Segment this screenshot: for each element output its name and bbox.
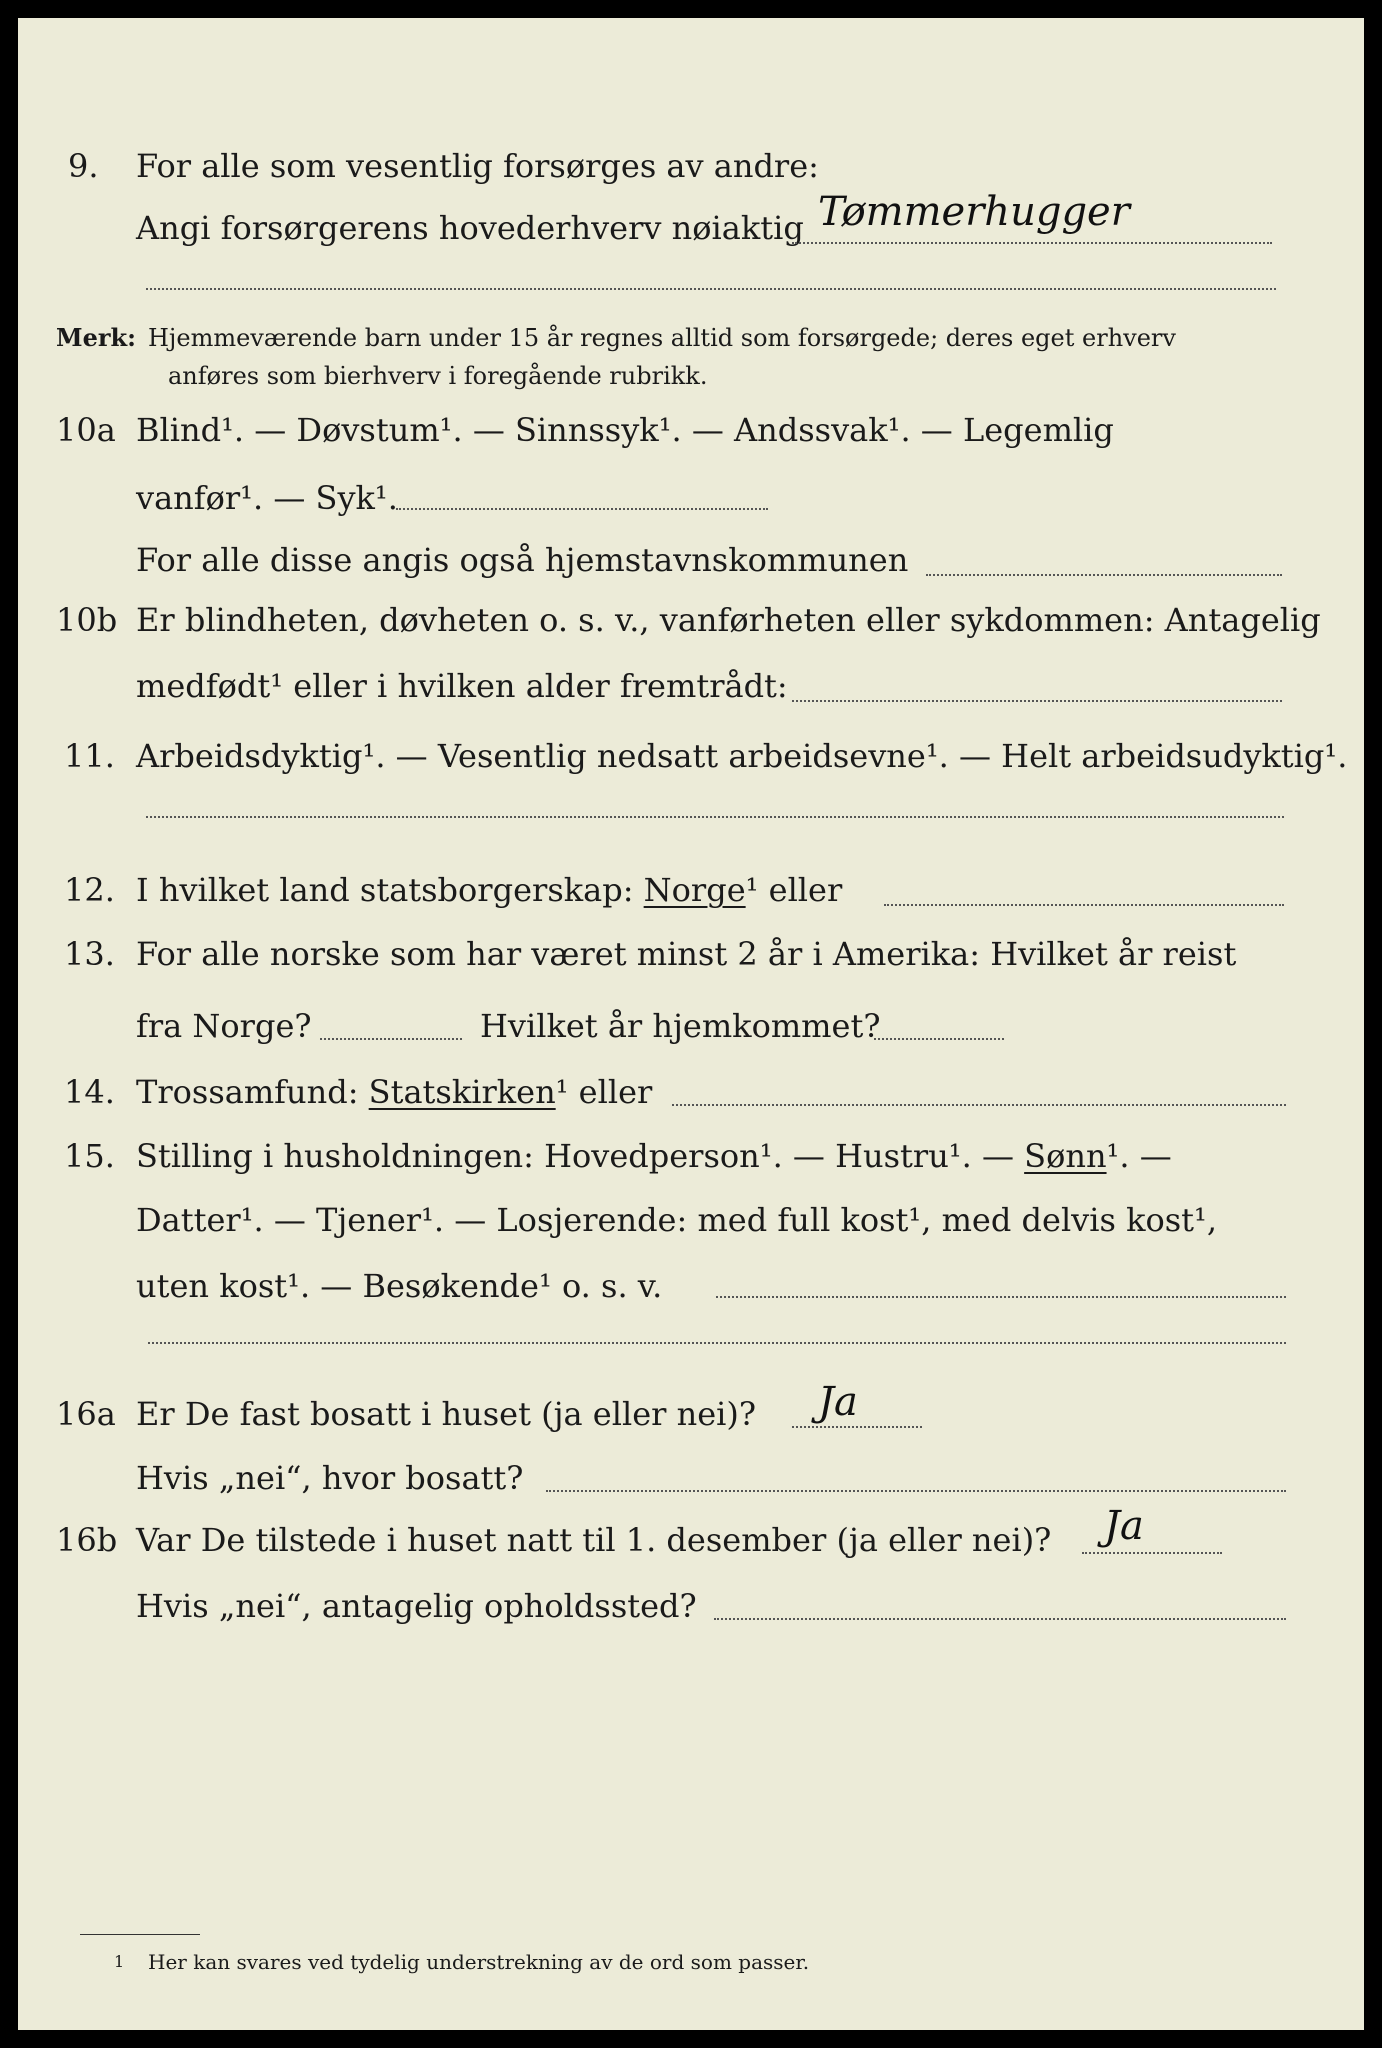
q10a-number: 10a — [56, 411, 116, 449]
q10a-hometown-line[interactable] — [926, 574, 1282, 576]
q12-answer-line[interactable] — [884, 904, 1284, 906]
q14-number: 14. — [64, 1073, 115, 1111]
q9-text-1: For alle som vesentlig forsørges av andre: — [136, 147, 819, 185]
merk-text-1: Hjemmeværende barn under 15 år regnes alltid som forsørgede; deres eget erhverv — [148, 324, 1176, 352]
q14-question: Trossamfund: — [136, 1073, 359, 1111]
q12-suffix: ¹ eller — [745, 871, 843, 909]
q11-text-1: Arbeidsdyktig¹. — Vesentlig nedsatt arbeidsevne¹. — Helt arbeidsudyktig¹. — [136, 737, 1348, 775]
q10b-number: 10b — [56, 601, 118, 639]
q16b-text-2: Hvis „nei“, antagelig opholdssted? — [136, 1587, 697, 1625]
q16a-answer-line[interactable] — [792, 1426, 922, 1428]
q13-text-2a: fra Norge? — [136, 1007, 312, 1045]
q14-suffix: ¹ eller — [555, 1073, 653, 1111]
footnote-text: Her kan svares ved tydelig understrekning av de ord som passer. — [148, 1950, 810, 1974]
q9-answer-line[interactable] — [792, 242, 1272, 244]
q11-number: 11. — [64, 737, 115, 775]
q16a-text-1: Er De fast bosatt i huset (ja eller nei)? — [136, 1395, 757, 1433]
q16a-residence-line[interactable] — [546, 1490, 1286, 1492]
q16a-handwritten-answer: Ja — [818, 1379, 858, 1425]
q16b-text-1: Var De tilstede i huset natt til 1. desember (ja eller nei)? — [136, 1521, 1052, 1559]
q10a-answer-line[interactable] — [396, 508, 768, 510]
footnote-mark: 1 — [114, 1952, 125, 1971]
q16b-answer-line[interactable] — [1082, 1552, 1222, 1554]
q12-number: 12. — [64, 871, 115, 909]
q15-text-1-pre: Stilling i husholdningen: Hovedperson¹. — Hustru¹. — — [136, 1137, 1014, 1175]
q16a-number: 16a — [56, 1395, 116, 1433]
q13-return-line[interactable] — [874, 1038, 1004, 1040]
q16b-handwritten-answer: Ja — [1104, 1503, 1144, 1549]
q10b-answer-line[interactable] — [792, 700, 1282, 702]
q15-extra-line[interactable] — [148, 1342, 1286, 1344]
q16a-text-2: Hvis „nei“, hvor bosatt? — [136, 1459, 524, 1497]
q14-answer-line[interactable] — [672, 1104, 1286, 1106]
q15-text-3: uten kost¹. — Besøkende¹ o. s. v. — [136, 1267, 663, 1305]
q15-text-1 — [136, 1136, 1172, 1176]
q15-text-2: Datter¹. — Tjener¹. — Losjerende: med full kost¹, med delvis kost¹, — [136, 1201, 1218, 1239]
q14-text — [136, 1072, 652, 1112]
merk-label: Merk: — [56, 323, 136, 352]
q13-text-1: For alle norske som har været minst 2 år i Amerika: Hvilket år reist — [136, 935, 1237, 973]
footnote-rule — [80, 1934, 200, 1935]
q11-answer-line[interactable] — [146, 816, 1284, 818]
q13-number: 13. — [64, 935, 115, 973]
q16b-number: 16b — [56, 1521, 118, 1559]
merk-text-2: anføres som bierhverv i foregående rubrikk. — [168, 362, 708, 390]
q12-question: I hvilket land statsborgerskap: — [136, 871, 634, 909]
q9-extra-line[interactable] — [146, 288, 1276, 290]
q10a-text-2: vanfør¹. — Syk¹. — [136, 479, 398, 517]
q15-answer-line[interactable] — [716, 1296, 1286, 1298]
q10a-text-3: For alle disse angis også hjemstavnskommunen — [136, 541, 909, 579]
q15-underlined-answer: Sønn — [1024, 1137, 1107, 1175]
q10a-text-1: Blind¹. — Døvstum¹. — Sinnssyk¹. — Andssvak¹. — Legemlig — [136, 411, 1114, 449]
census-form-page — [18, 18, 1364, 2030]
q16b-location-line[interactable] — [714, 1618, 1286, 1620]
q9-handwritten-answer: Tømmerhugger — [818, 189, 1130, 235]
q14-underlined-answer: Statskirken — [368, 1073, 556, 1111]
q15-text-1-post: ¹. — — [1106, 1137, 1172, 1175]
q13-departure-line[interactable] — [320, 1038, 462, 1040]
q9-number: 9. — [68, 147, 99, 185]
q13-text-2b: Hvilket år hjemkommet? — [480, 1007, 881, 1045]
q9-text-2: Angi forsørgerens hovederhverv nøiaktig — [136, 209, 804, 247]
q10b-text-2: medfødt¹ eller i hvilken alder fremtrådt: — [136, 667, 788, 705]
q12-text — [136, 870, 842, 910]
q12-underlined-answer: Norge — [643, 871, 746, 909]
q10b-text-1: Er blindheten, døvheten o. s. v., vanførheten eller sykdommen: Antagelig — [136, 601, 1321, 639]
q15-number: 15. — [64, 1137, 115, 1175]
